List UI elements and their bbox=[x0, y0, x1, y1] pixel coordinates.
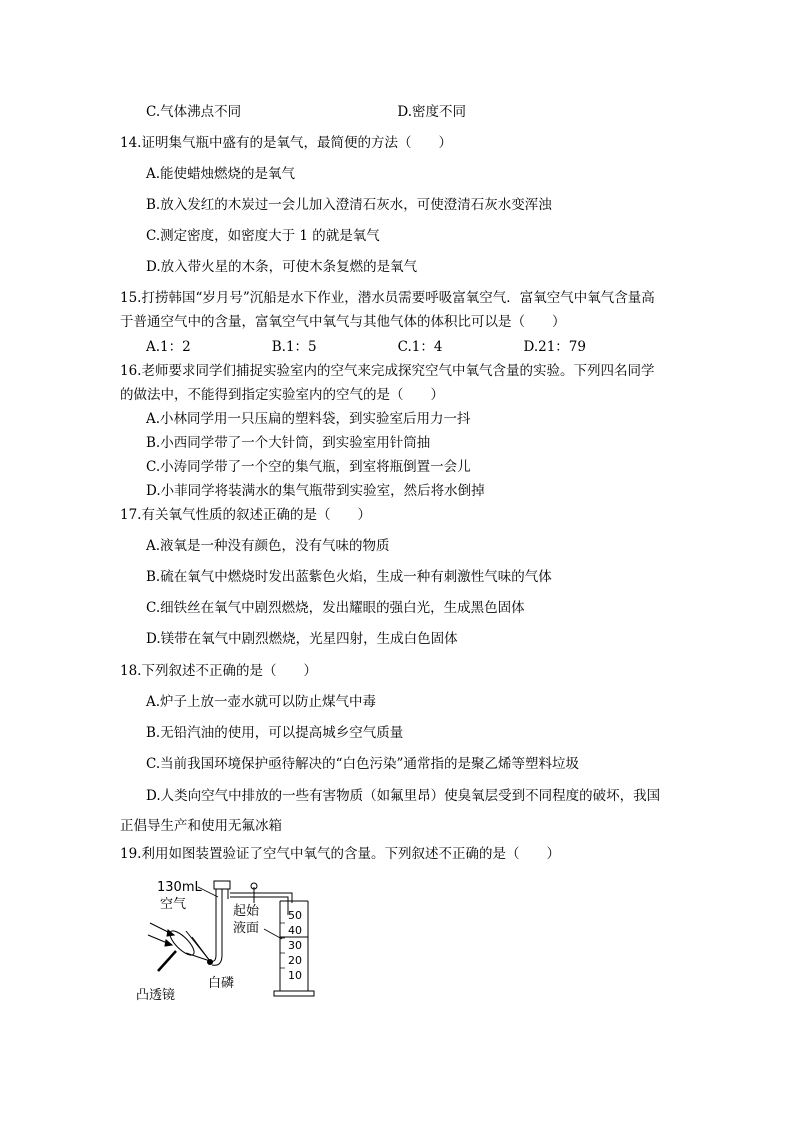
scale-50: 50 bbox=[288, 909, 302, 922]
label-phosphorus: 白磷 bbox=[208, 976, 235, 991]
label-start-level-1: 起始 bbox=[233, 904, 260, 919]
label-air: 空气 bbox=[160, 897, 187, 912]
label-start-level-2: 液面 bbox=[233, 921, 260, 936]
q14-option-b: B.放入发红的木炭过一会儿加入澄清石灰水，可使澄清石灰水变浑浊 bbox=[146, 197, 552, 213]
pointer-start-level bbox=[264, 929, 282, 939]
q14-option-c: C.测定密度，如密度大于 1 的就是氧气 bbox=[146, 228, 380, 244]
q18-stem: 18.下列叙述不正确的是（ ） bbox=[120, 663, 317, 679]
q15-option-d: D.21：79 bbox=[523, 339, 586, 355]
q15-stem-line2: 于普通空气中的含量，富氧空气中氧气与其他气体的体积比可以是（ ） bbox=[120, 314, 566, 330]
q14-stem: 14.证明集气瓶中盛有的是氧气，最简便的方法（ ） bbox=[120, 135, 452, 151]
q19-apparatus-figure bbox=[130, 875, 330, 1005]
light-rays bbox=[148, 923, 210, 961]
scale-10: 10 bbox=[288, 969, 302, 982]
q15-option-a: A.1：2 bbox=[146, 339, 191, 355]
convex-lens bbox=[158, 927, 198, 971]
u-tube bbox=[210, 881, 230, 965]
q18-option-d: D.人类向空气中排放的一些有害物质（如氟里昂）使臭氧层受到不同程度的破坏，我国 bbox=[146, 788, 661, 804]
q18-option-a: A.炉子上放一壶水就可以防止煤气中毒 bbox=[146, 694, 377, 710]
q17-option-b: B.硫在氧气中燃烧时发出蓝紫色火焰，生成一种有刺激性气味的气体 bbox=[146, 569, 552, 585]
cylinder-scale bbox=[280, 909, 302, 982]
scale-20: 20 bbox=[288, 954, 302, 967]
scale-40: 40 bbox=[288, 924, 302, 937]
q13-options bbox=[146, 103, 466, 121]
q17-stem: 17.有关氧气性质的叙述正确的是（ ） bbox=[120, 507, 371, 523]
q17-option-a: A.液氧是一种没有颜色，没有气味的物质 bbox=[146, 538, 390, 554]
label-volume: 130mL bbox=[157, 880, 202, 895]
q14-option-d: D.放入带火星的木条，可使木条复燃的是氧气 bbox=[146, 259, 418, 275]
q15-option-c: C.1：4 bbox=[397, 339, 443, 355]
q18-option-b: B.无铅汽油的使用，可以提高城乡空气质量 bbox=[146, 725, 404, 741]
q13-option-c: C.气体沸点不同 bbox=[146, 104, 242, 120]
q18-option-d-continued: 正倡导生产和使用无氟冰箱 bbox=[120, 818, 282, 834]
q18-option-c: C.当前我国环境保护亟待解决的“白色污染”通常指的是聚乙烯等塑料垃圾 bbox=[146, 756, 579, 772]
label-lens: 凸透镜 bbox=[136, 988, 176, 1003]
q16-stem-line2: 的做法中，不能得到指定实验室内的空气的是（ ） bbox=[120, 387, 444, 403]
q16-stem-line1: 16.老师要求同学们捕捉实验室内的空气来完成探究空气中氧气含量的实验。下列四名同学 bbox=[120, 363, 655, 379]
scale-30: 30 bbox=[288, 939, 302, 952]
q19-stem: 19.利用如图装置验证了空气中氧气的含量。下列叙述不正确的是（ ） bbox=[120, 846, 560, 862]
q15-stem-line1: 15.打捞韩国“岁月号”沉船是水下作业，潜水员需要呼吸富氧空气．富氧空气中氧气含量高 bbox=[120, 290, 655, 306]
q13-option-d: D.密度不同 bbox=[397, 104, 466, 120]
q15-option-b: B.1：5 bbox=[271, 339, 317, 355]
q16-option-d: D.小菲同学将装满水的集气瓶带到实验室，然后将水倒掉 bbox=[146, 483, 485, 499]
q17-option-d: D.镁带在氧气中剧烈燃烧，光星四射，生成白色固体 bbox=[146, 631, 458, 647]
q16-option-b: B.小西同学带了一个大针筒，到实验室用针筒抽 bbox=[146, 435, 431, 451]
q14-option-a: A.能使蜡烛燃烧的是氧气 bbox=[146, 166, 296, 182]
q17-option-c: C.细铁丝在氧气中剧烈燃烧，发出耀眼的强白光，生成黑色固体 bbox=[146, 600, 525, 616]
q15-options bbox=[146, 338, 586, 356]
q16-option-a: A.小林同学用一只压扁的塑料袋，到实验室后用力一抖 bbox=[146, 411, 471, 427]
q16-option-c: C.小涛同学带了一个空的集气瓶，到室将瓶倒置一会儿 bbox=[146, 459, 471, 475]
